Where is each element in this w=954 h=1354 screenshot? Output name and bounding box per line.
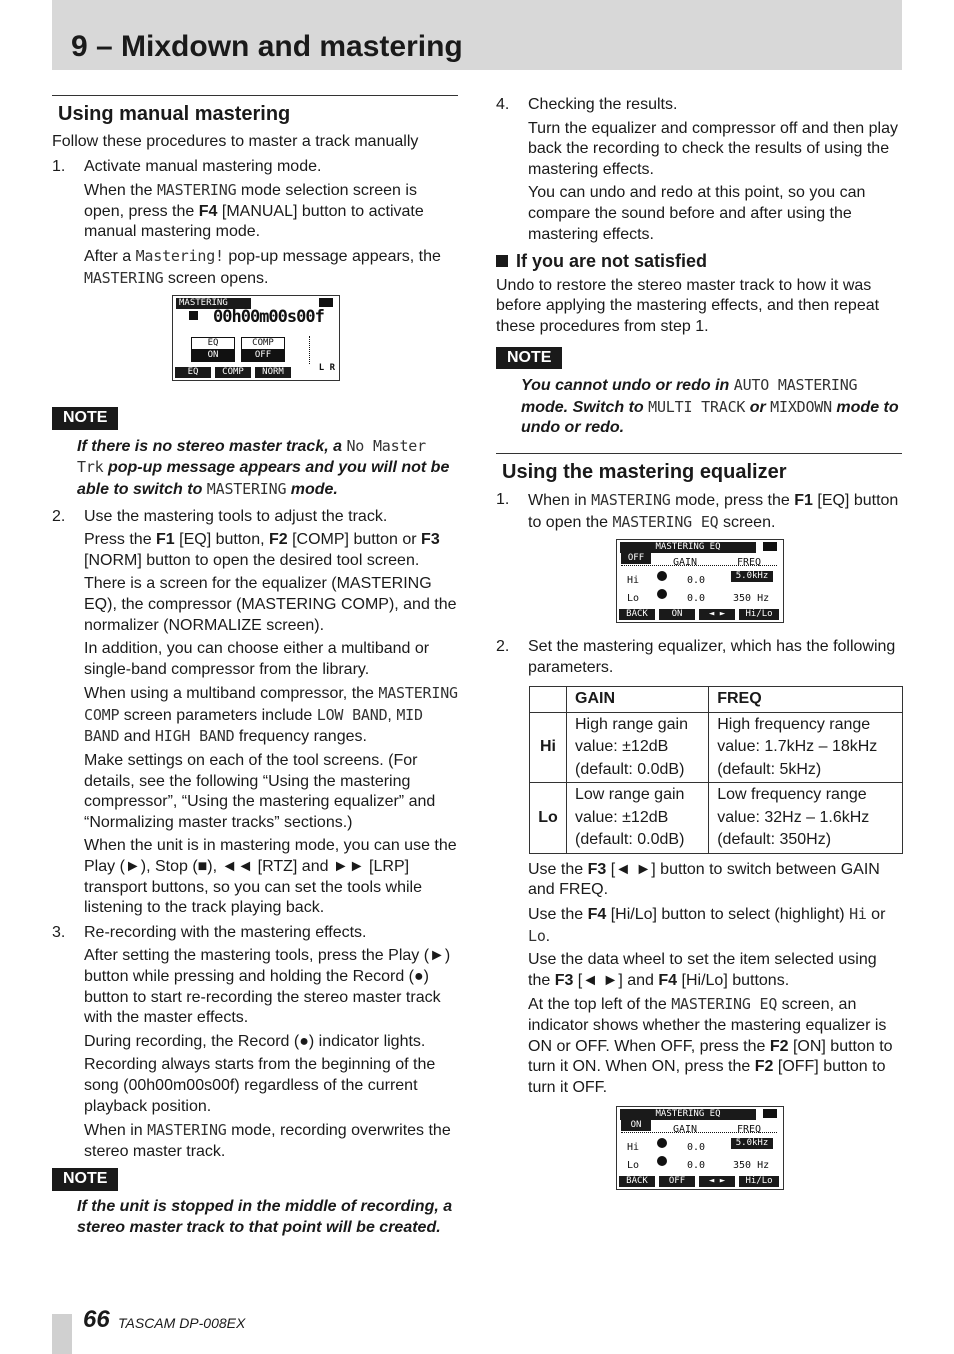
step-2 bbox=[52, 507, 458, 919]
step-paragraph: When in MASTERING mode, recording overwrites the stereo master track. bbox=[84, 1121, 451, 1160]
after-table-text bbox=[528, 860, 902, 1099]
step-paragraph: After setting the mastering tools, press the Play (►) button while pressing and holding the Record (●) button to start re-recording the stereo master track with the master effects. bbox=[84, 947, 451, 1027]
paragraph: Use the F3 [◄ ►] button to switch between GAIN and FREQ. bbox=[528, 860, 880, 899]
section-title-mastering-eq: Using the mastering equalizer bbox=[496, 453, 902, 484]
table-header-row bbox=[530, 687, 903, 713]
page-header bbox=[52, 0, 902, 70]
lcd-title: MASTERING bbox=[176, 298, 251, 309]
lcd-lr-indicator: L R bbox=[318, 362, 335, 373]
table-header-gain: GAIN bbox=[567, 687, 709, 713]
step-paragraph: When the unit is in mastering mode, you can use the Play (►), Stop (■), ◄◄ [RTZ] and ►► [LRP] transport buttons, so you can set the tools while listening to the track playing back. bbox=[84, 837, 457, 917]
lcd-hi-gain: 0.0 bbox=[687, 575, 706, 587]
table-row bbox=[530, 783, 903, 854]
section-title-manual-mastering: Using manual mastering bbox=[52, 95, 458, 126]
step-paragraph: When in MASTERING mode, press the F1 [EQ] button to open the MASTERING EQ screen. bbox=[528, 490, 899, 531]
note-text: If the unit is stopped in the middle of recording, a stereo master track to that point will be created. bbox=[77, 1197, 453, 1236]
step-paragraph: Make settings on each of the tool screens. (For details, see the following “Using the mastering compressor”, “Using the mastering equalizer” and “Normalizing master tracks” sections.) bbox=[84, 752, 436, 831]
lcd-hi-freq: 5.0kHz bbox=[731, 1138, 773, 1149]
step-number: 2. bbox=[52, 507, 66, 525]
lcd-f2-label: OFF bbox=[659, 1176, 695, 1187]
lcd-f1-label: BACK bbox=[619, 1176, 655, 1187]
step-number: 3. bbox=[52, 923, 66, 941]
step-1 bbox=[52, 157, 458, 290]
lcd-eq-state: OFF bbox=[621, 553, 651, 564]
lcd-f2-label: COMP bbox=[215, 367, 251, 378]
lcd-freq-header: FREQ bbox=[737, 557, 762, 569]
step-paragraph: Press the F1 [EQ] button, F2 [COMP] button or F3 [NORM] button to open the desired tool screen. bbox=[84, 531, 440, 569]
lcd-f4-label: Hi/Lo bbox=[739, 609, 779, 620]
step-paragraph: Turn the equalizer and compressor off and then play back the recording to check the results of using the mastering effects. bbox=[528, 119, 898, 178]
paragraph: Undo to restore the stereo master track to how it was before applying the mastering effects, and then repeat these procedures from step 1. bbox=[496, 276, 880, 335]
lcd-f3-label: ◄ ► bbox=[699, 609, 735, 620]
table-cell: Low frequency range value: 32Hz – 1.6kHz (default: 350Hz) bbox=[709, 783, 903, 854]
step-number: 1. bbox=[52, 157, 66, 175]
lcd-lo-label: Lo bbox=[627, 593, 640, 605]
page-number: 66 bbox=[83, 1306, 110, 1333]
lcd-gain-header: GAIN bbox=[673, 557, 698, 569]
subheading-not-satisfied: If you are not satisfied bbox=[496, 251, 902, 272]
footer-bar bbox=[52, 1314, 72, 1354]
square-bullet-icon bbox=[496, 255, 508, 267]
chapter-title: 9 – Mixdown and mastering bbox=[71, 30, 463, 63]
paragraph: Use the F4 [Hi/Lo] button to select (highlight) Hi or Lo. bbox=[528, 904, 886, 945]
table-cell: High range gain value: ±12dB (default: 0.0dB) bbox=[567, 712, 709, 783]
lcd-mastering-eq-on bbox=[616, 1106, 784, 1190]
lcd-mastering-eq-off bbox=[616, 539, 784, 623]
lcd-freq-header: FREQ bbox=[737, 1124, 762, 1136]
lcd-eq-box: EQ ON bbox=[191, 337, 235, 362]
step-title: Activate manual mastering mode. bbox=[84, 157, 322, 175]
step-title: Use the mastering tools to adjust the track. bbox=[84, 507, 388, 525]
step-4 bbox=[496, 95, 902, 245]
lcd-title: MASTERING EQ bbox=[620, 1109, 756, 1120]
step-3 bbox=[52, 923, 458, 1163]
lcd-comp-box: COMP OFF bbox=[241, 337, 285, 362]
step-number: 1. bbox=[496, 490, 510, 508]
table-header-freq: FREQ bbox=[709, 687, 903, 713]
lcd-title: MASTERING EQ bbox=[620, 542, 756, 553]
lcd-lo-freq: 350 Hz bbox=[733, 593, 770, 605]
note-label: NOTE bbox=[52, 407, 118, 430]
lcd-lo-label: Lo bbox=[627, 1160, 640, 1172]
lcd-meter bbox=[309, 336, 311, 364]
battery-icon bbox=[319, 298, 333, 307]
intro-text: Follow these procedures to master a track manually bbox=[52, 133, 419, 150]
table-cell: High frequency range value: 1.7kHz – 18kHz (default: 5kHz) bbox=[709, 712, 903, 783]
lcd-gain-header: GAIN bbox=[673, 1124, 698, 1136]
left-column bbox=[52, 95, 458, 1244]
paragraph: Use the data wheel to set the item selected using the F3 [◄ ►] and F4 [Hi/Lo] buttons. bbox=[528, 951, 877, 989]
row-header-lo: Lo bbox=[530, 783, 567, 854]
lcd-lo-freq: 350 Hz bbox=[733, 1160, 770, 1172]
lcd-hi-gain: 0.0 bbox=[687, 1142, 706, 1154]
lcd-f1-label: EQ bbox=[175, 367, 211, 378]
knob-icon bbox=[657, 1156, 667, 1166]
paragraph: At the top left of the MASTERING EQ screen, an indicator shows whether the mastering equalizer is ON or OFF. When OFF, press the F2 [ON] button to turn it ON. When ON, press the F2 [OFF] button to turn it OFF. bbox=[528, 995, 893, 1096]
step-paragraph: Recording always starts from the beginning of the song (00h00m00s00f) regardless of the current playback position. bbox=[84, 1056, 436, 1115]
step-paragraph: When the MASTERING mode selection screen is open, press the F4 [MANUAL] button to activate manual mastering mode. bbox=[84, 181, 424, 241]
lcd-lo-gain: 0.0 bbox=[687, 1160, 706, 1172]
step-paragraph: In addition, you can choose either a multiband or single-band compressor from the library. bbox=[84, 640, 430, 678]
table-cell: Low range gain value: ±12dB (default: 0.0dB) bbox=[567, 783, 709, 854]
lcd-time-counter: 00h00m00s00f bbox=[213, 307, 324, 328]
knob-icon bbox=[657, 571, 667, 581]
step-title: Re-recording with the mastering effects. bbox=[84, 923, 367, 941]
knob-icon bbox=[657, 1138, 667, 1148]
step-number: 4. bbox=[496, 96, 510, 113]
eq-parameter-table bbox=[529, 686, 903, 854]
lcd-f3-label: NORM bbox=[255, 367, 291, 378]
stop-icon bbox=[189, 311, 198, 320]
note-label: NOTE bbox=[52, 1168, 118, 1191]
step-paragraph: During recording, the Record (●) indicator lights. bbox=[84, 1032, 426, 1050]
lcd-mastering-screen bbox=[172, 295, 340, 381]
step-paragraph: When using a multiband compressor, the MASTERING COMP screen parameters include LOW BAND, MID BAND and HIGH BAND frequency ranges. bbox=[84, 684, 458, 746]
note-text: If there is no stereo master track, a No Master Trk pop-up message appears and you will not be able to switch to MASTERING mode. bbox=[77, 436, 450, 498]
eq-step-1 bbox=[496, 490, 902, 533]
lcd-hi-label: Hi bbox=[627, 1142, 640, 1154]
lcd-hi-label: Hi bbox=[627, 575, 640, 587]
row-header-hi: Hi bbox=[530, 712, 567, 783]
note-text: You cannot undo or redo in AUTO MASTERING mode. Switch to MULTI TRACK or MIXDOWN mode to undo or redo. bbox=[521, 376, 899, 437]
table-row bbox=[530, 712, 903, 783]
footer-model: TASCAM DP-008EX bbox=[118, 1315, 246, 1331]
right-column bbox=[496, 95, 902, 1196]
battery-icon bbox=[763, 1109, 777, 1118]
step-title: Checking the results. bbox=[528, 96, 678, 113]
battery-icon bbox=[763, 542, 777, 551]
eq-step-2 bbox=[496, 637, 902, 678]
lcd-eq-state: ON bbox=[621, 1120, 651, 1131]
lcd-f2-label: ON bbox=[659, 609, 695, 620]
lcd-lo-gain: 0.0 bbox=[687, 593, 706, 605]
step-paragraph: There is a screen for the equalizer (MASTERING EQ), the compressor (MASTERING COMP), and the normalizer (NORMALIZE screen). bbox=[84, 575, 457, 634]
lcd-f3-label: ◄ ► bbox=[699, 1176, 735, 1187]
note-label: NOTE bbox=[496, 347, 562, 370]
knob-icon bbox=[657, 589, 667, 599]
lcd-f1-label: BACK bbox=[619, 609, 655, 620]
step-paragraph: You can undo and redo at this point, so you can compare the sound before and after using the mastering effects. bbox=[528, 184, 866, 243]
step-paragraph: Set the mastering equalizer, which has the following parameters. bbox=[528, 638, 896, 676]
lcd-hi-freq: 5.0kHz bbox=[731, 571, 773, 582]
lcd-f4-label: Hi/Lo bbox=[739, 1176, 779, 1187]
step-paragraph: After a Mastering! pop-up message appears, the MASTERING screen opens. bbox=[84, 246, 441, 287]
step-number: 2. bbox=[496, 638, 510, 656]
